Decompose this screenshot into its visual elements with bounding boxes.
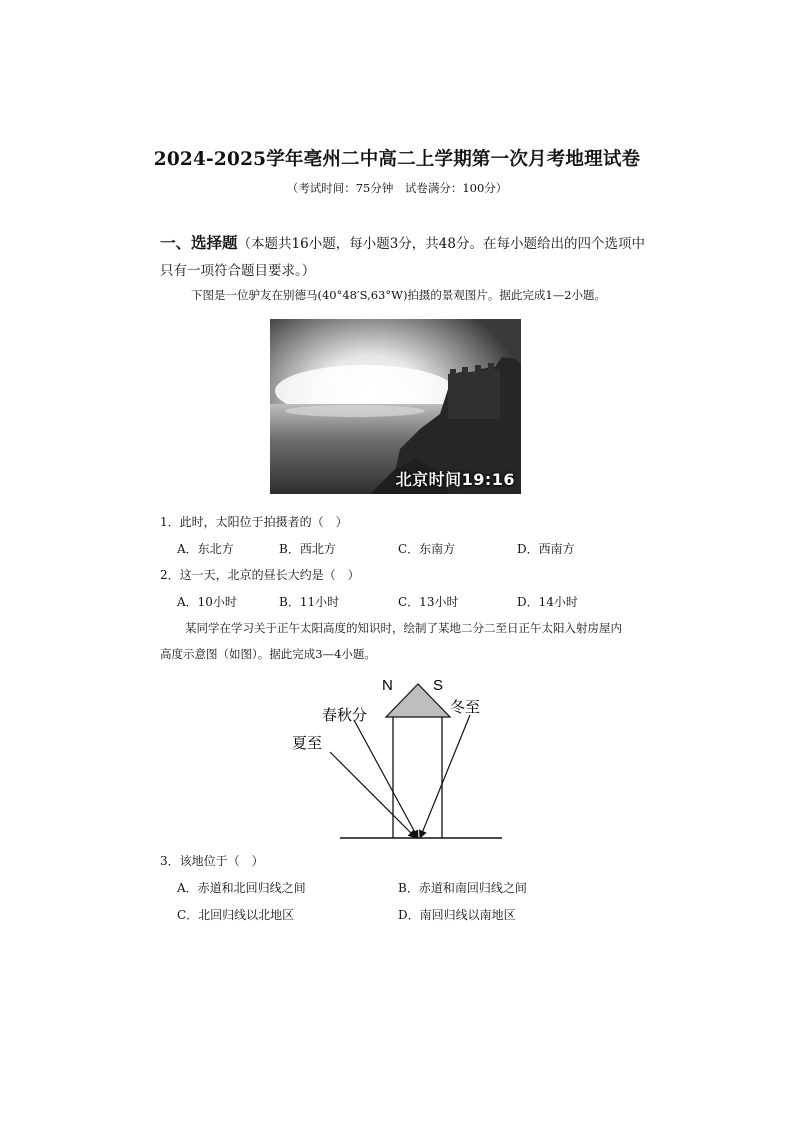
question-1-option-b: B．西北方 (279, 542, 336, 556)
section-instructions-line2: 只有一项符合题目要求。） (160, 263, 316, 279)
question-3-option-b: B．赤道和南回归线之间 (398, 881, 527, 895)
question-2-option-d: D．14小时 (517, 595, 578, 609)
exam-subtitle: （考试时间：75分钟 试卷满分：100分） (286, 181, 508, 195)
question-3-option-d: D．南回归线以南地区 (398, 908, 516, 922)
exam-title: 2024-2025学年亳州二中高二上学期第一次月考地理试卷 (153, 149, 641, 170)
photo-timestamp: 北京时间19:16 (395, 470, 515, 489)
question-1-option-a: A．东北方 (177, 542, 234, 556)
winter-solstice-ray (420, 715, 470, 838)
solar-altitude-diagram (290, 670, 510, 846)
equinox-label: 春秋分 (322, 706, 368, 724)
intro-paragraph-2-line2: 高度示意图（如图）。据此完成3—4小题。 (160, 647, 376, 661)
question-2-option-a: A．10小时 (177, 595, 237, 609)
question-1-option-c: C．东南方 (398, 542, 456, 556)
equinox-ray (354, 720, 418, 838)
question-3-option-a: A．赤道和北回归线之间 (177, 881, 306, 895)
section-heading: 一、选择题 (160, 233, 238, 252)
question-3-stem: 3．该地位于（ ） (160, 854, 264, 868)
winter-solstice-label: 冬至 (450, 698, 481, 716)
question-2-stem: 2．这一天，北京的昼长大约是（ ） (160, 568, 360, 582)
question-3-option-c: C．北回归线以北地区 (177, 908, 295, 922)
question-2-option-b: B．11小时 (279, 595, 340, 609)
section-instructions-line1: （本题共16小题，每小题3分，共48分。在每小题给出的四个选项中 (237, 236, 645, 252)
section-header (160, 229, 645, 258)
question-1-option-d: D．西南方 (517, 542, 575, 556)
intro-paragraph-1: 下图是一位驴友在别德马(40°48′S,63°W)拍摄的景观图片。据此完成1—2小题。 (191, 288, 607, 302)
question-2-option-c: C．13小时 (398, 595, 459, 609)
north-label: N (382, 677, 393, 694)
summer-solstice-ray (330, 752, 416, 838)
question-1-stem: 1．此时，太阳位于拍摄者的（ ） (160, 515, 348, 529)
intro-paragraph-2-line1: 某同学在学习关于正午太阳高度的知识时，绘制了某地二分二至日正午太阳入射房屋内 (185, 621, 622, 635)
summer-solstice-label: 夏至 (292, 734, 323, 752)
south-label: S (433, 677, 444, 694)
landscape-photo (270, 319, 521, 494)
